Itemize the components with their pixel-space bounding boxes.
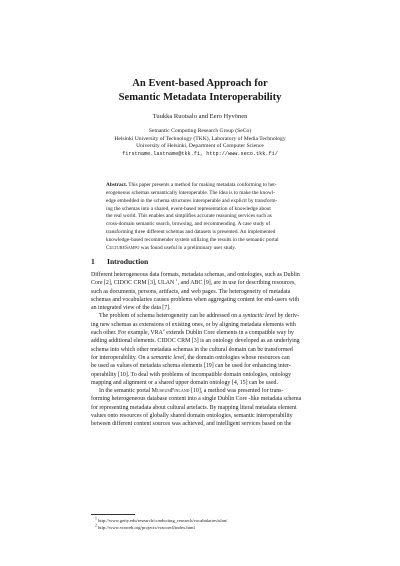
abstract-line: edge embedded in the schema structures interoperable and explicit by transform- <box>106 197 278 204</box>
abstract-label: Abstract. <box>106 182 128 188</box>
emphasis: semantic level <box>150 354 185 361</box>
footnote-link[interactable]: http://www.vraweb.org/projects/vracore4/index.html <box>98 525 195 530</box>
title-line-2: Semantic Metadata Interoperability <box>118 91 282 103</box>
body-line: for representing metadata about cultural artefacts. By mapping literal metadata element <box>91 404 297 411</box>
abstract-line: the real world. This enables and simplifies accurate reasoning services such as <box>106 213 272 220</box>
abstract-line: was found useful in a preliminary user study. <box>139 244 237 251</box>
portal-name: MuseumFinland <box>151 388 190 395</box>
body-line: ing new schemas as extensions of existing ones, or by aligning metadata elements with <box>91 321 296 328</box>
footnotes <box>95 517 227 531</box>
footnote-marker: 2 <box>162 329 165 333</box>
body-line: , and ABC [9], are in use for describing resources, <box>177 280 296 287</box>
section-title: Introduction <box>107 257 149 266</box>
body-line: such as documents, persons, artifacts, and web pages. The heterogeneity of metadata <box>91 288 291 295</box>
body-line: be used as values of metadata schema elements [19] can be used for enhancing inter- <box>91 363 291 370</box>
abstract-line: transforming three different schemas and datasets is presented. An implemented <box>106 229 276 236</box>
title-line-1: An Event-based Approach for <box>132 78 268 89</box>
abstract-line: cross-domain semantic search, browsing, and recommending. A case study of <box>106 221 271 228</box>
body-line: , the domain ontologies whose resources can <box>184 354 290 361</box>
affiliation-line-1: Semantic Computing Research Group (SeCo) <box>148 128 252 134</box>
abstract-line: This paper presents a method for making metadata conforming to het- <box>128 182 277 188</box>
body-line: between different content sources was achieved, and intelligent services based on the <box>91 421 292 428</box>
body-line: schema into which other metadata schemas in the cultural domain can be transformed <box>91 346 293 353</box>
body-line: forming heterogeneous database content into a single Dublin Core -like metadata schema <box>91 396 302 403</box>
body-line: adding additional elements. CIDOC CRM [3] is an ontology developed as an underlying <box>91 338 300 345</box>
section-number: 1 <box>91 257 95 266</box>
section-body <box>91 271 311 429</box>
body-line: Different heterogeneous data formats, metadata schemas, and ontologies, such as Dublin <box>91 272 300 278</box>
contact-line: firstname.lastname@tkk.fi, http://www.seco.tkk.fi/ <box>122 150 278 157</box>
body-line: extends Dublin Core elements in a compatible way by <box>164 330 294 337</box>
body-line: [10], a method was presented for trans- <box>189 388 284 395</box>
body-line: for interoperability. On a <box>91 354 151 361</box>
affiliation <box>0 128 400 158</box>
author-names: Tuukka Ruotsalo and Eero Hyvönen <box>152 113 248 120</box>
body-line: In the semantic portal <box>99 388 152 395</box>
body-line: mapping and alignment or a shared upper domain ontology [4, 15] can be used. <box>91 379 278 386</box>
body-line: by deriv- <box>276 313 300 320</box>
abstract <box>106 182 300 253</box>
body-line: operability [10]. To deal with problems of incompatible domain ontologies, ontology <box>91 371 292 378</box>
paper-title <box>0 77 400 104</box>
footnote-link[interactable]: http://www.getty.edu/research/conducting_research/vocabularies/ulan/ <box>98 518 228 523</box>
portal-name: CultureSampo <box>106 244 140 251</box>
abstract-line: knowledge-based recommender system utilizing the results in the semantic portal <box>106 236 279 243</box>
body-line: values onto resources of globally shared domain ontologies, semantic interoperability <box>91 413 293 420</box>
affiliation-line-3: University of Helsinki, Department of Computer Science <box>136 143 264 150</box>
emphasis: syntactic level <box>242 313 277 320</box>
footnote-number: 2 <box>95 523 97 528</box>
body-line: an integrated view of the data [7]. <box>91 305 171 312</box>
abstract-line: ing the schemas into a shared, event-based representation of knowledge about <box>106 205 271 212</box>
footnote-marker: 1 <box>175 279 178 283</box>
body-line: schemas and vocabularies causes problems when aggregating content for end-users with <box>91 296 300 303</box>
body-line: each other. For example, VRA <box>91 330 163 337</box>
body-line: The problem of schema heterogeneity can be addressed on a <box>99 313 243 320</box>
affiliation-line-2: Helsinki University of Technology (TKK), Laboratory of Media Technology <box>114 135 286 142</box>
body-line: Core [2], CIDOC CRM [3], ULAN <box>91 280 176 287</box>
footnote-rule <box>91 514 135 515</box>
abstract-line: erogeneous schemas semantically interoperable. The idea is to make the knowl- <box>106 189 275 196</box>
footnote-number: 1 <box>95 516 97 521</box>
section-heading <box>91 257 148 266</box>
